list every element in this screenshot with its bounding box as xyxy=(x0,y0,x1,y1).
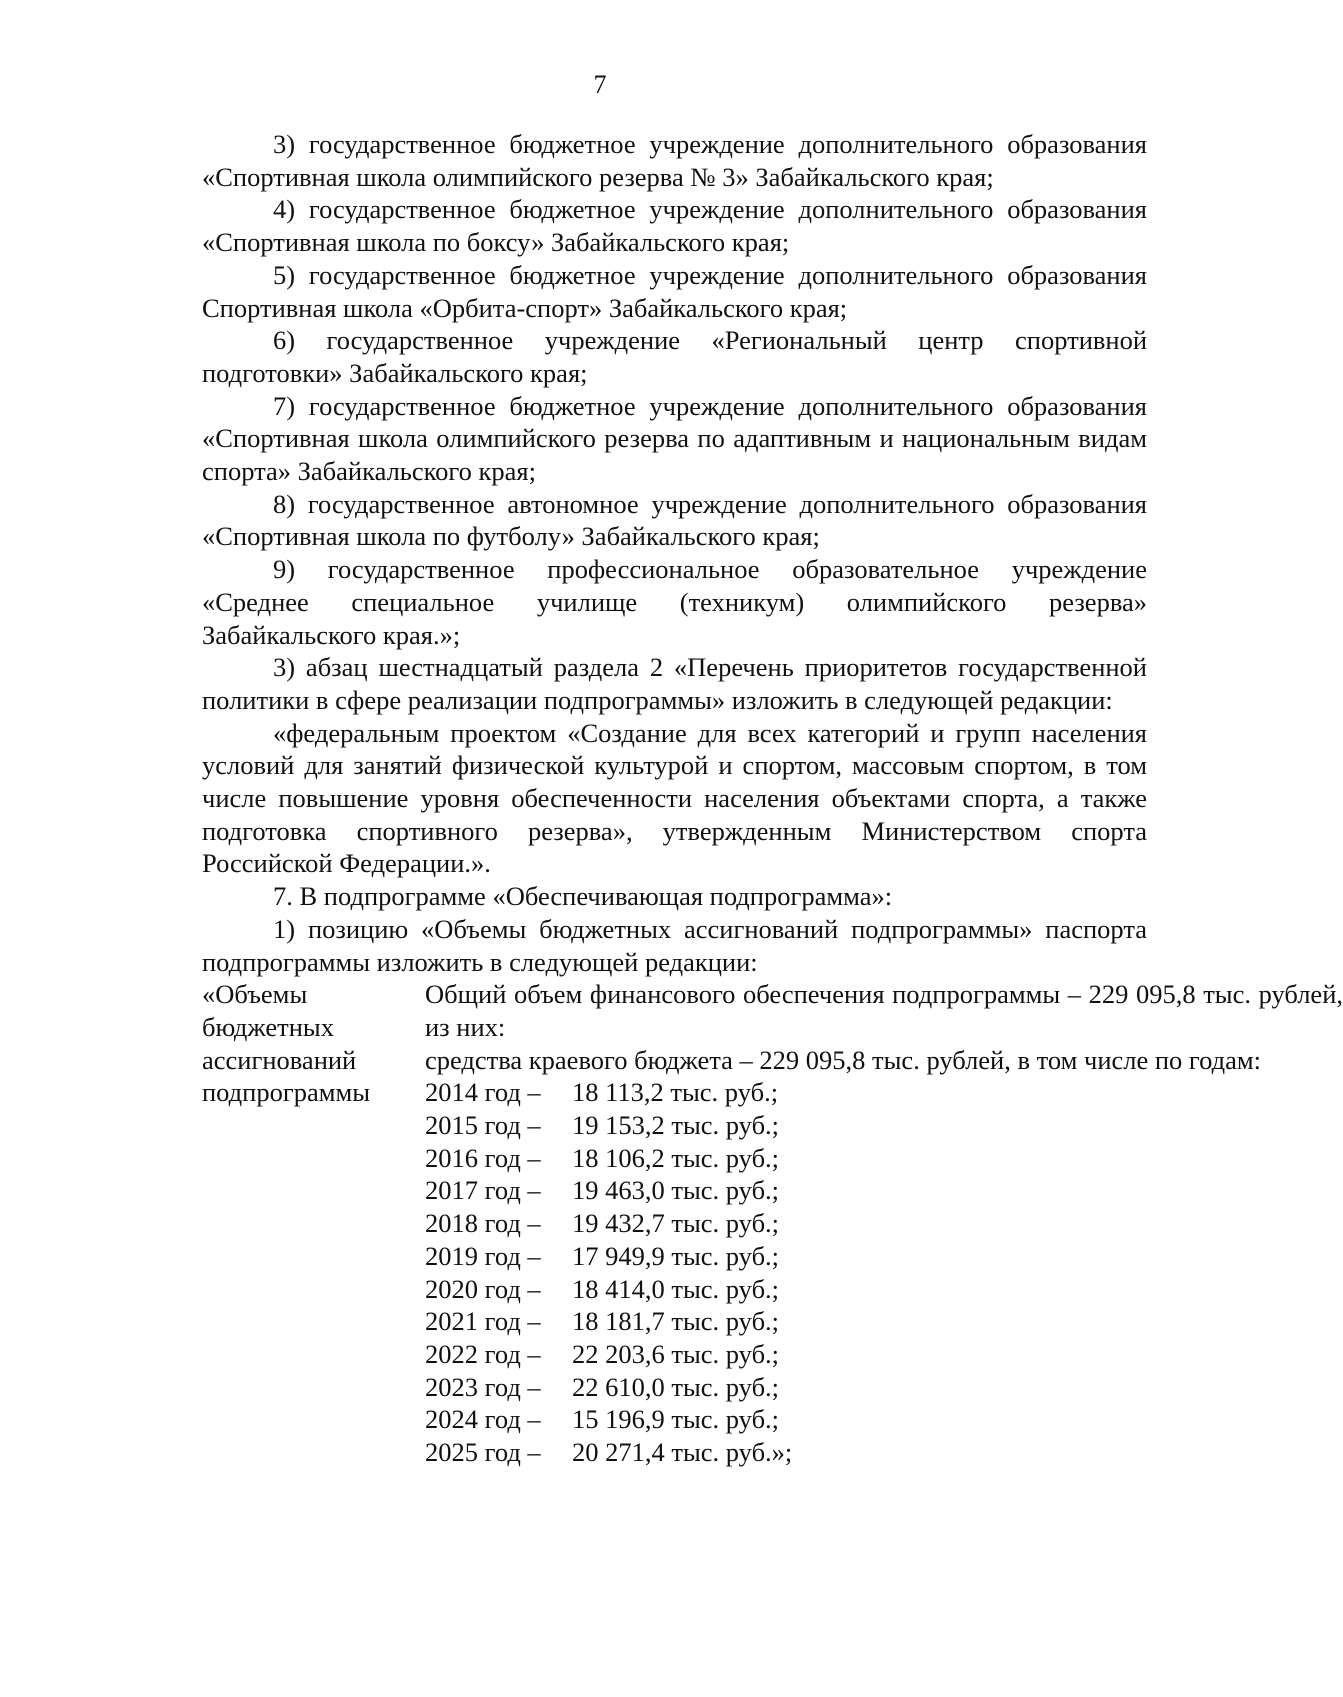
year-amount: 15 196,9 тыс. руб.; xyxy=(572,1404,780,1435)
year-row xyxy=(425,1403,1343,1436)
passport-label-line: бюджетных xyxy=(202,1011,334,1042)
passport-table xyxy=(202,978,1343,1468)
document-body xyxy=(202,128,1343,1469)
year-row xyxy=(425,1207,1343,1240)
year-label: 2024 год – xyxy=(425,1404,541,1435)
paragraph-amendment-1: 1) позицию «Объемы бюджетных ассигнований подпрограммы» паспорта подпрограммы изложить в следующей редакции: xyxy=(202,913,1147,977)
year-amount: 19 432,7 тыс. руб.; xyxy=(572,1208,780,1239)
year-amount: 22 203,6 тыс. руб.; xyxy=(572,1338,780,1369)
year-label: 2018 год – xyxy=(425,1208,541,1239)
year-amount: 18 106,2 тыс. руб.; xyxy=(572,1142,780,1173)
passport-label-line: подпрограммы xyxy=(202,1077,371,1108)
paragraph-item-4: 4) государственное бюджетное учреждение дополнительного образования «Спортивная школа по боксу» Забайкальского края; xyxy=(202,194,1147,258)
year-amount: 18 414,0 тыс. руб.; xyxy=(572,1273,780,1304)
year-row xyxy=(425,1273,1343,1306)
year-amount: 17 949,9 тыс. руб.; xyxy=(572,1240,780,1271)
year-row xyxy=(425,1240,1343,1273)
passport-regional-text: средства краевого бюджета – 229 095,8 тыс. рублей, в том числе по годам: xyxy=(425,1044,1262,1075)
year-row xyxy=(425,1436,1343,1469)
year-label: 2015 год – xyxy=(425,1110,541,1141)
year-row xyxy=(425,1338,1343,1371)
year-row xyxy=(425,1076,1343,1109)
year-amount: 22 610,0 тыс. руб.; xyxy=(572,1371,780,1402)
passport-total-text: Общий объем финансового обеспечения подпрограммы – 229 095,8 тыс. рублей, из них: xyxy=(425,979,1343,1042)
paragraph-section-7: 7. В подпрограмме «Обеспечивающая подпрограмма»: xyxy=(273,881,893,912)
passport-label-line: ассигнований xyxy=(202,1044,357,1075)
paragraph-item-8: 8) государственное автономное учреждение дополнительного образования «Спортивная школа по футболу» Забайкальского края; xyxy=(202,488,1147,552)
year-amount: 19 463,0 тыс. руб.; xyxy=(572,1175,780,1206)
year-row xyxy=(425,1305,1343,1338)
year-amount: 19 153,2 тыс. руб.; xyxy=(572,1110,780,1141)
year-label: 2014 год – xyxy=(425,1077,541,1108)
passport-label-line: «Объемы xyxy=(202,979,308,1010)
passport-value xyxy=(425,978,1343,1468)
year-row xyxy=(425,1174,1343,1207)
paragraph-amendment-3: 3) абзац шестнадцатый раздела 2 «Перечень приоритетов государственной политики в сфере реализации подпрограммы» изложить в следующей редакции: xyxy=(202,652,1147,715)
year-label: 2021 год – xyxy=(425,1306,541,1337)
year-label: 2016 год – xyxy=(425,1142,541,1173)
year-amount: 18 113,2 тыс. руб.; xyxy=(572,1077,779,1108)
paragraph-federal-project: «федеральным проектом «Создание для всех категорий и групп населения условий для занятий физической культурой и спортом, массовым спортом, в том числе повышение уровня обеспеченности населения объектами спорта, а также подготовка спортивного резерва», утвержденным Министерством спорта Российской Федерации.». xyxy=(202,717,1147,879)
year-label: 2020 год – xyxy=(425,1273,541,1304)
paragraph-item-6: 6) государственное учреждение «Региональный центр спортивной подготовки» Забайкальского края; xyxy=(202,325,1147,388)
year-label: 2022 год – xyxy=(425,1338,541,1369)
year-amount: 18 181,7 тыс. руб.; xyxy=(572,1306,780,1337)
year-label: 2017 год – xyxy=(425,1175,541,1206)
page-number: 7 xyxy=(593,70,607,99)
paragraph-item-3: 3) государственное бюджетное учреждение дополнительного образования «Спортивная школа олимпийского резерва № 3» Забайкальского края; xyxy=(202,129,1147,192)
year-label: 2025 год – xyxy=(425,1436,541,1467)
year-label: 2019 год – xyxy=(425,1240,541,1271)
paragraph-item-5: 5) государственное бюджетное учреждение дополнительного образования Спортивная школа «Орбита-спорт» Забайкальского края; xyxy=(202,259,1147,323)
year-label: 2023 год – xyxy=(425,1371,541,1402)
passport-label xyxy=(202,978,424,1468)
year-row xyxy=(425,1371,1343,1404)
year-row xyxy=(425,1142,1343,1175)
paragraph-item-7: 7) государственное бюджетное учреждение дополнительного образования «Спортивная школа олимпийского резерва по адаптивным и национальным видам спорта» Забайкальского края; xyxy=(202,390,1147,487)
year-amount: 20 271,4 тыс. руб.»; xyxy=(572,1436,793,1467)
paragraph-item-9: 9) государственное профессиональное образовательное учреждение «Среднее специальное училище (техникум) олимпийского резерва» Забайкальского края.»; xyxy=(202,554,1147,650)
year-row xyxy=(425,1109,1343,1142)
